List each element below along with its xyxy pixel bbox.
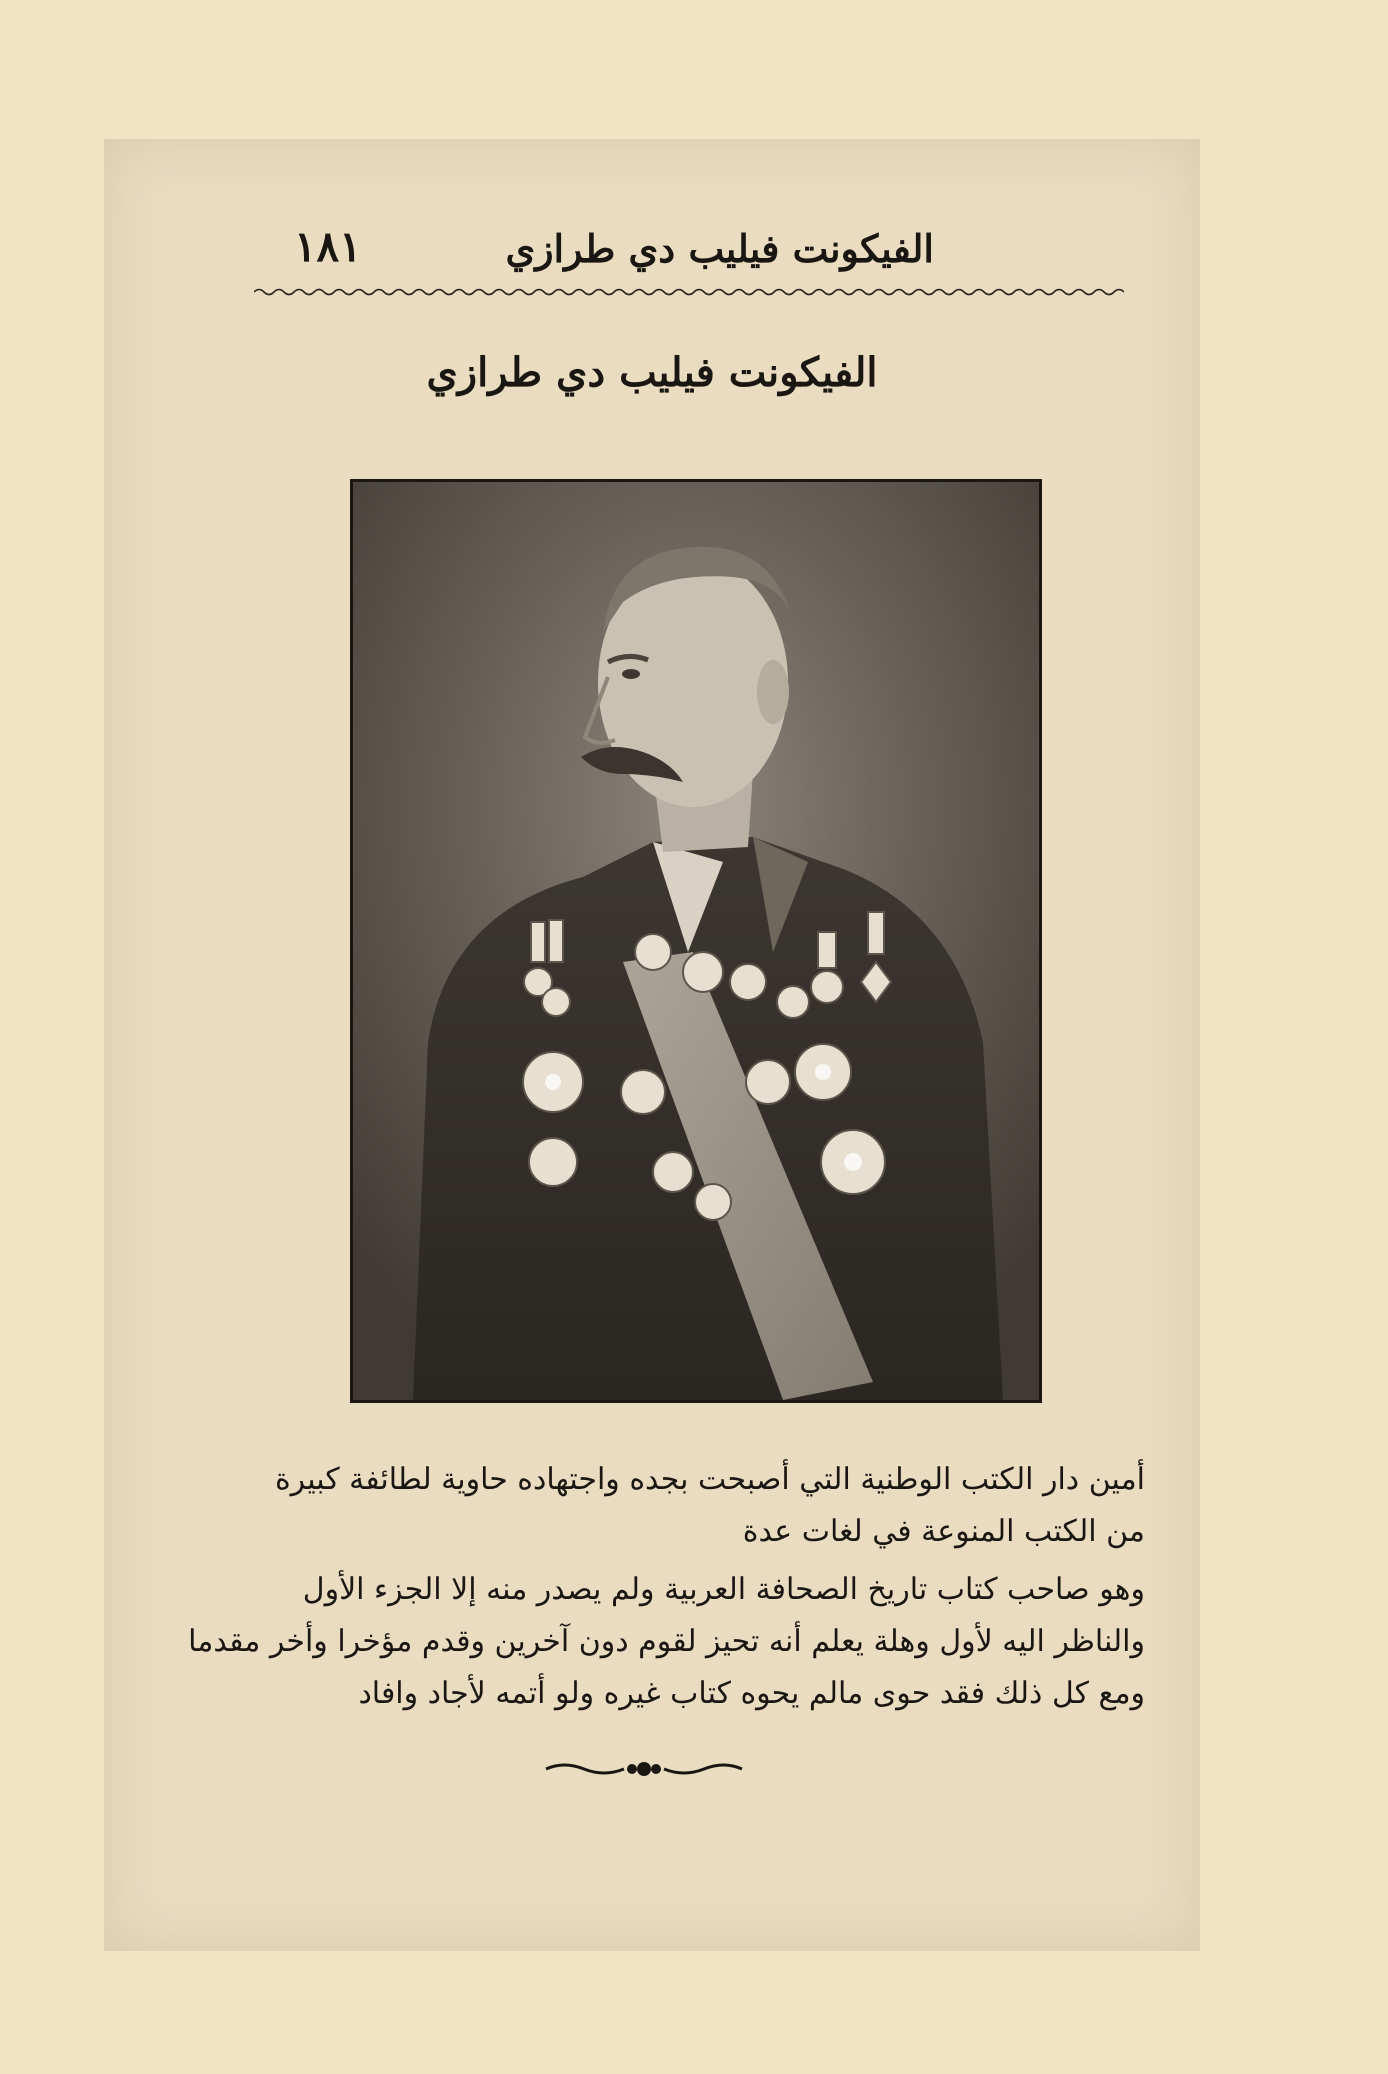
caption-line: أمين دار الكتب الوطنية التي أصبحت بجده واجتهاده حاوية لطائفة كبيرة — [274, 1462, 1145, 1497]
caption-paragraph-2 — [188, 1564, 1145, 1720]
header-wavy-rule — [254, 287, 1124, 297]
ornament-divider-icon — [544, 1757, 744, 1781]
caption-line: ومع كل ذلك فقد حوى مالم يحوه كتاب غيره ولو أتمه لأجاد وافاد — [358, 1676, 1145, 1711]
caption-paragraph-1 — [274, 1454, 1145, 1558]
page-number: ١٨١ — [294, 222, 362, 271]
book-page — [104, 139, 1200, 1951]
running-head — [254, 214, 1104, 294]
caption-line: من الكتب المنوعة في لغات عدة — [742, 1514, 1145, 1549]
caption-line: وهو صاحب كتاب تاريخ الصحافة العربية ولم يصدر منه إلا الجزء الأول — [302, 1572, 1145, 1607]
article-title: الفيكونت فيليب دي طرازي — [426, 349, 878, 396]
running-title: الفيكونت فيليب دي طرازي — [505, 226, 934, 271]
portrait-photograph — [350, 479, 1042, 1403]
caption-line: والناظر اليه لأول وهلة يعلم أنه تحيز لقوم دون آخرين وقدم مؤخرا وأخر مقدما — [188, 1624, 1145, 1659]
portrait-illustration — [353, 482, 1039, 1400]
